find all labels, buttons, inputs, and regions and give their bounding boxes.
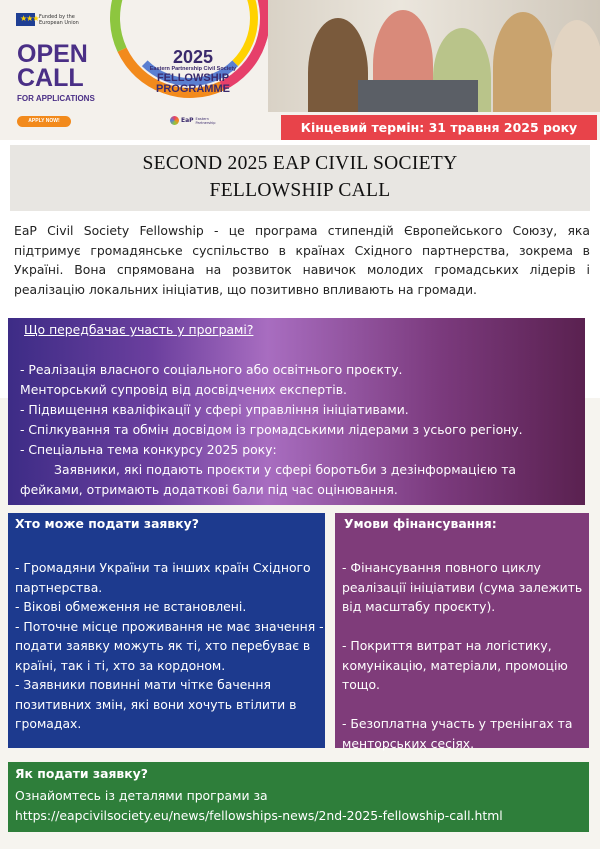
list-item: - Вікові обмеження не встановлені. — [15, 599, 247, 614]
list-item: Менторський супровід від досвідчених експертів. — [20, 382, 347, 397]
list-item: - Спеціальна тема конкурсу 2025 року: — [20, 442, 277, 457]
list-item: - Безоплатна участь у тренінгах та менторських сесіях. — [342, 716, 573, 751]
funding-box — [335, 513, 589, 751]
who-heading: Хто може подати заявку? — [15, 516, 199, 531]
for-applications-text: FOR APPLICATIONS — [17, 94, 95, 103]
programme-year: 2025 — [172, 47, 214, 67]
list-item: - Покриття витрат на логістику, комунікацію, матеріали, промоцію тощо. — [342, 638, 568, 692]
funding-heading: Умови фінансування: — [344, 516, 497, 531]
eap-text: EaP — [181, 117, 194, 124]
call-text: CALL — [17, 64, 84, 92]
list-item: - Підвищення кваліфікації у сфері управління ініціативами. — [20, 402, 409, 417]
list-item: - Громадяни України та інших країн Східного партнерства. — [15, 560, 311, 595]
funding-list — [342, 558, 588, 753]
eap-subtext: Eastern Partnership — [195, 116, 216, 125]
who-box — [8, 513, 325, 748]
how-text: Ознайомтесь із деталями програми за — [15, 788, 268, 803]
list-item: - Заявники повинні мати чітке бачення позитивних змін, які вони хочуть втілити в громадах. — [15, 677, 297, 731]
list-item: - Спілкування та обмін досвідом із громадськими лідерами з усього регіону. — [20, 422, 523, 437]
eu-logo — [16, 13, 84, 26]
programme-fellowship: FELLOWSHIP — [156, 72, 230, 84]
apply-now-button[interactable]: APPLY NOW! — [17, 116, 71, 127]
list-item: - Фінансування повного циклу реалізації ініціативи (сума залежить від масштабу проєкту). — [342, 560, 583, 614]
programme-logo — [128, 48, 258, 95]
intro-paragraph: EaP Civil Society Fellowship - це програма стипендій Європейського Союзу, яка підтримує громадянське суспільство в країнах Східного партнерства, зокрема в Україні. Вона спрямована на розвиток навичок молодих громадських лідерів і реалізацію локальних ініціатив, що позитивно впливають на громади. — [14, 223, 590, 297]
who-list — [15, 558, 325, 734]
page-title — [10, 150, 590, 204]
open-call-title — [17, 42, 88, 90]
how-box — [8, 762, 589, 832]
list-item: фейками, отримають додаткові бали під час оцінювання. — [20, 482, 398, 497]
programme-subtitle: Eastern Partnership Civil Society — [149, 66, 237, 72]
fellowship-link[interactable]: https://eapcivilsociety.eu/news/fellowships-news/2nd-2025-fellowship-call.html — [15, 808, 503, 823]
deadline-banner: Кінцевий термін: 31 травня 2025 року — [281, 115, 597, 140]
open-text: OPEN — [17, 40, 88, 68]
programme-programme: PROGRAMME — [156, 83, 230, 95]
participation-box — [8, 318, 585, 505]
eap-logo — [170, 116, 218, 125]
list-item: Заявники, які подають проєкти у сфері боротьби з дезінформацією та — [54, 462, 517, 477]
eu-funded-text: Funded by the European Union — [39, 13, 79, 26]
how-heading: Як подати заявку? — [15, 766, 148, 781]
participation-heading: Що передбачає участь у програмі? — [24, 322, 254, 337]
list-item: - Реалізація власного соціального або освітнього проєкту. — [20, 362, 403, 377]
title-line-1: SECOND 2025 EAP CIVIL SOCIETY — [142, 153, 458, 174]
eu-flag-icon: ★★★ — [16, 13, 35, 26]
header-banner — [0, 0, 600, 140]
eap-circle-icon — [170, 116, 179, 125]
title-line-2: FELLOWSHIP CALL — [209, 180, 391, 201]
participation-list — [20, 360, 580, 500]
students-photo — [268, 0, 600, 112]
list-item: - Поточне місце проживання не має значення - подати заявку можуть як ті, хто перебуває в країні, так і ті, хто за кордоном. — [15, 618, 324, 673]
